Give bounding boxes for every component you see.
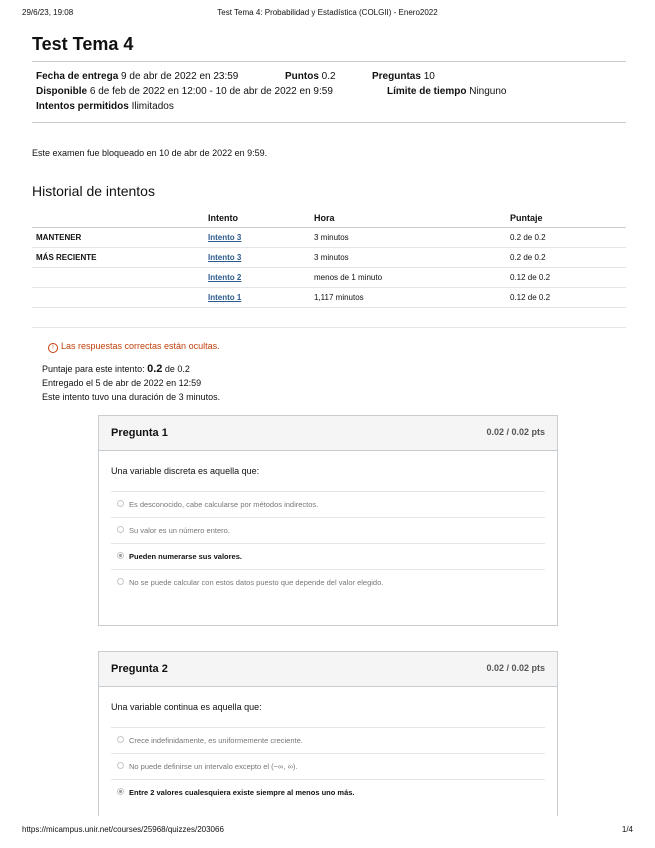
answer-option-selected[interactable]: Pueden numerarse sus valores. bbox=[111, 543, 545, 569]
attempt-time: menos de 1 minuto bbox=[310, 268, 506, 288]
print-footer bbox=[22, 825, 633, 834]
answer-option[interactable]: No puede definirse un intervalo excepto el (−∞, ∞). bbox=[111, 753, 545, 779]
attempt-time: 3 minutos bbox=[310, 228, 506, 248]
question-title: Pregunta 1 bbox=[111, 427, 168, 439]
answer-option-selected[interactable]: Entre 2 valores cualesquiera existe siempre al menos uno más. bbox=[111, 779, 545, 805]
column-header: Intento bbox=[204, 208, 310, 228]
page-number: 1/4 bbox=[621, 825, 633, 834]
locked-message: Este examen fue bloqueado en 10 de abr de 2022 en 9:59. bbox=[32, 148, 268, 158]
question-header bbox=[99, 652, 557, 687]
table-row bbox=[32, 248, 626, 268]
answer-option[interactable]: Su valor es un número entero. bbox=[111, 517, 545, 543]
table-row bbox=[32, 268, 626, 288]
warning-icon: ! bbox=[48, 343, 58, 353]
table-row bbox=[32, 288, 626, 308]
duration-line: Este intento tuvo una duración de 3 minutos. bbox=[42, 392, 221, 402]
question-count: Preguntas 10 bbox=[372, 71, 435, 82]
row-label bbox=[32, 268, 204, 288]
attempts-allowed: Intentos permitidos Ilimitados bbox=[36, 101, 174, 112]
question-text: Una variable discreta es aquella que: bbox=[111, 466, 260, 476]
attempt-time: 1,117 minutos bbox=[310, 288, 506, 308]
question-header bbox=[99, 416, 557, 451]
points: Puntos 0.2 bbox=[285, 71, 336, 82]
attempt-time: 3 minutos bbox=[310, 248, 506, 268]
attempt-score: 0.2 de 0.2 bbox=[506, 228, 626, 248]
print-datetime: 29/6/23, 19:08 bbox=[22, 8, 74, 17]
question-card bbox=[98, 415, 558, 626]
attempt-score-line: Puntaje para este intento: 0.2 de 0.2 bbox=[42, 363, 190, 375]
radio-icon bbox=[117, 762, 124, 769]
column-header: Hora bbox=[310, 208, 506, 228]
page-title: Test Tema 4 bbox=[32, 34, 134, 54]
question-title: Pregunta 2 bbox=[111, 663, 168, 675]
attempt-link[interactable]: Intento 3 bbox=[208, 233, 242, 242]
radio-selected-icon bbox=[117, 788, 124, 795]
attempt-link[interactable]: Intento 1 bbox=[208, 293, 242, 302]
print-header bbox=[22, 8, 633, 22]
submitted-line: Entregado el 5 de abr de 2022 en 12:59 bbox=[42, 378, 202, 388]
question-text: Una variable continua es aquella que: bbox=[111, 702, 262, 712]
radio-icon bbox=[117, 500, 124, 507]
attempt-link[interactable]: Intento 3 bbox=[208, 253, 242, 262]
print-url: https://micampus.unir.net/courses/25968/quizzes/203066 bbox=[22, 825, 224, 834]
attempt-summary bbox=[42, 362, 220, 404]
question-card bbox=[98, 651, 558, 816]
radio-selected-icon bbox=[117, 552, 124, 559]
row-label: MANTENER bbox=[32, 228, 204, 248]
available-dates: Disponible 6 de feb de 2022 en 12:00 - 10 de abr de 2022 en 9:59 bbox=[36, 86, 333, 97]
radio-icon bbox=[117, 526, 124, 533]
time-limit: Límite de tiempo Ninguno bbox=[387, 86, 507, 97]
question-points: 0.02 / 0.02 pts bbox=[486, 427, 545, 437]
table-header-row bbox=[32, 208, 626, 228]
radio-icon bbox=[117, 578, 124, 585]
column-header: Puntaje bbox=[506, 208, 626, 228]
quiz-details bbox=[32, 61, 626, 123]
attempt-history-table bbox=[32, 208, 626, 328]
row-label bbox=[32, 288, 204, 308]
table-row bbox=[32, 228, 626, 248]
answer-option[interactable]: Es desconocido, cabe calcularse por métodos indirectos. bbox=[111, 491, 545, 517]
radio-icon bbox=[117, 736, 124, 743]
attempt-score: 0.2 de 0.2 bbox=[506, 248, 626, 268]
table-row bbox=[32, 308, 626, 328]
history-title: Historial de intentos bbox=[32, 183, 155, 199]
hidden-answers-notice: ! Las respuestas correctas están ocultas. bbox=[48, 341, 220, 353]
answer-list bbox=[111, 727, 545, 805]
answer-list bbox=[111, 491, 545, 595]
answer-option[interactable]: No se puede calcular con estos datos puesto que depende del valor elegido. bbox=[111, 569, 545, 595]
answer-option[interactable]: Crece indefinidamente, es uniformemente creciente. bbox=[111, 727, 545, 753]
attempt-link[interactable]: Intento 2 bbox=[208, 273, 242, 282]
row-label: MÁS RECIENTE bbox=[32, 248, 204, 268]
attempt-score: 0.12 de 0.2 bbox=[506, 288, 626, 308]
attempt-score: 0.12 de 0.2 bbox=[506, 268, 626, 288]
due-date: Fecha de entrega 9 de abr de 2022 en 23:59 bbox=[36, 71, 239, 82]
question-points: 0.02 / 0.02 pts bbox=[486, 663, 545, 673]
print-doc-title: Test Tema 4: Probabilidad y Estadística (COLGII) - Enero2022 bbox=[217, 8, 438, 17]
